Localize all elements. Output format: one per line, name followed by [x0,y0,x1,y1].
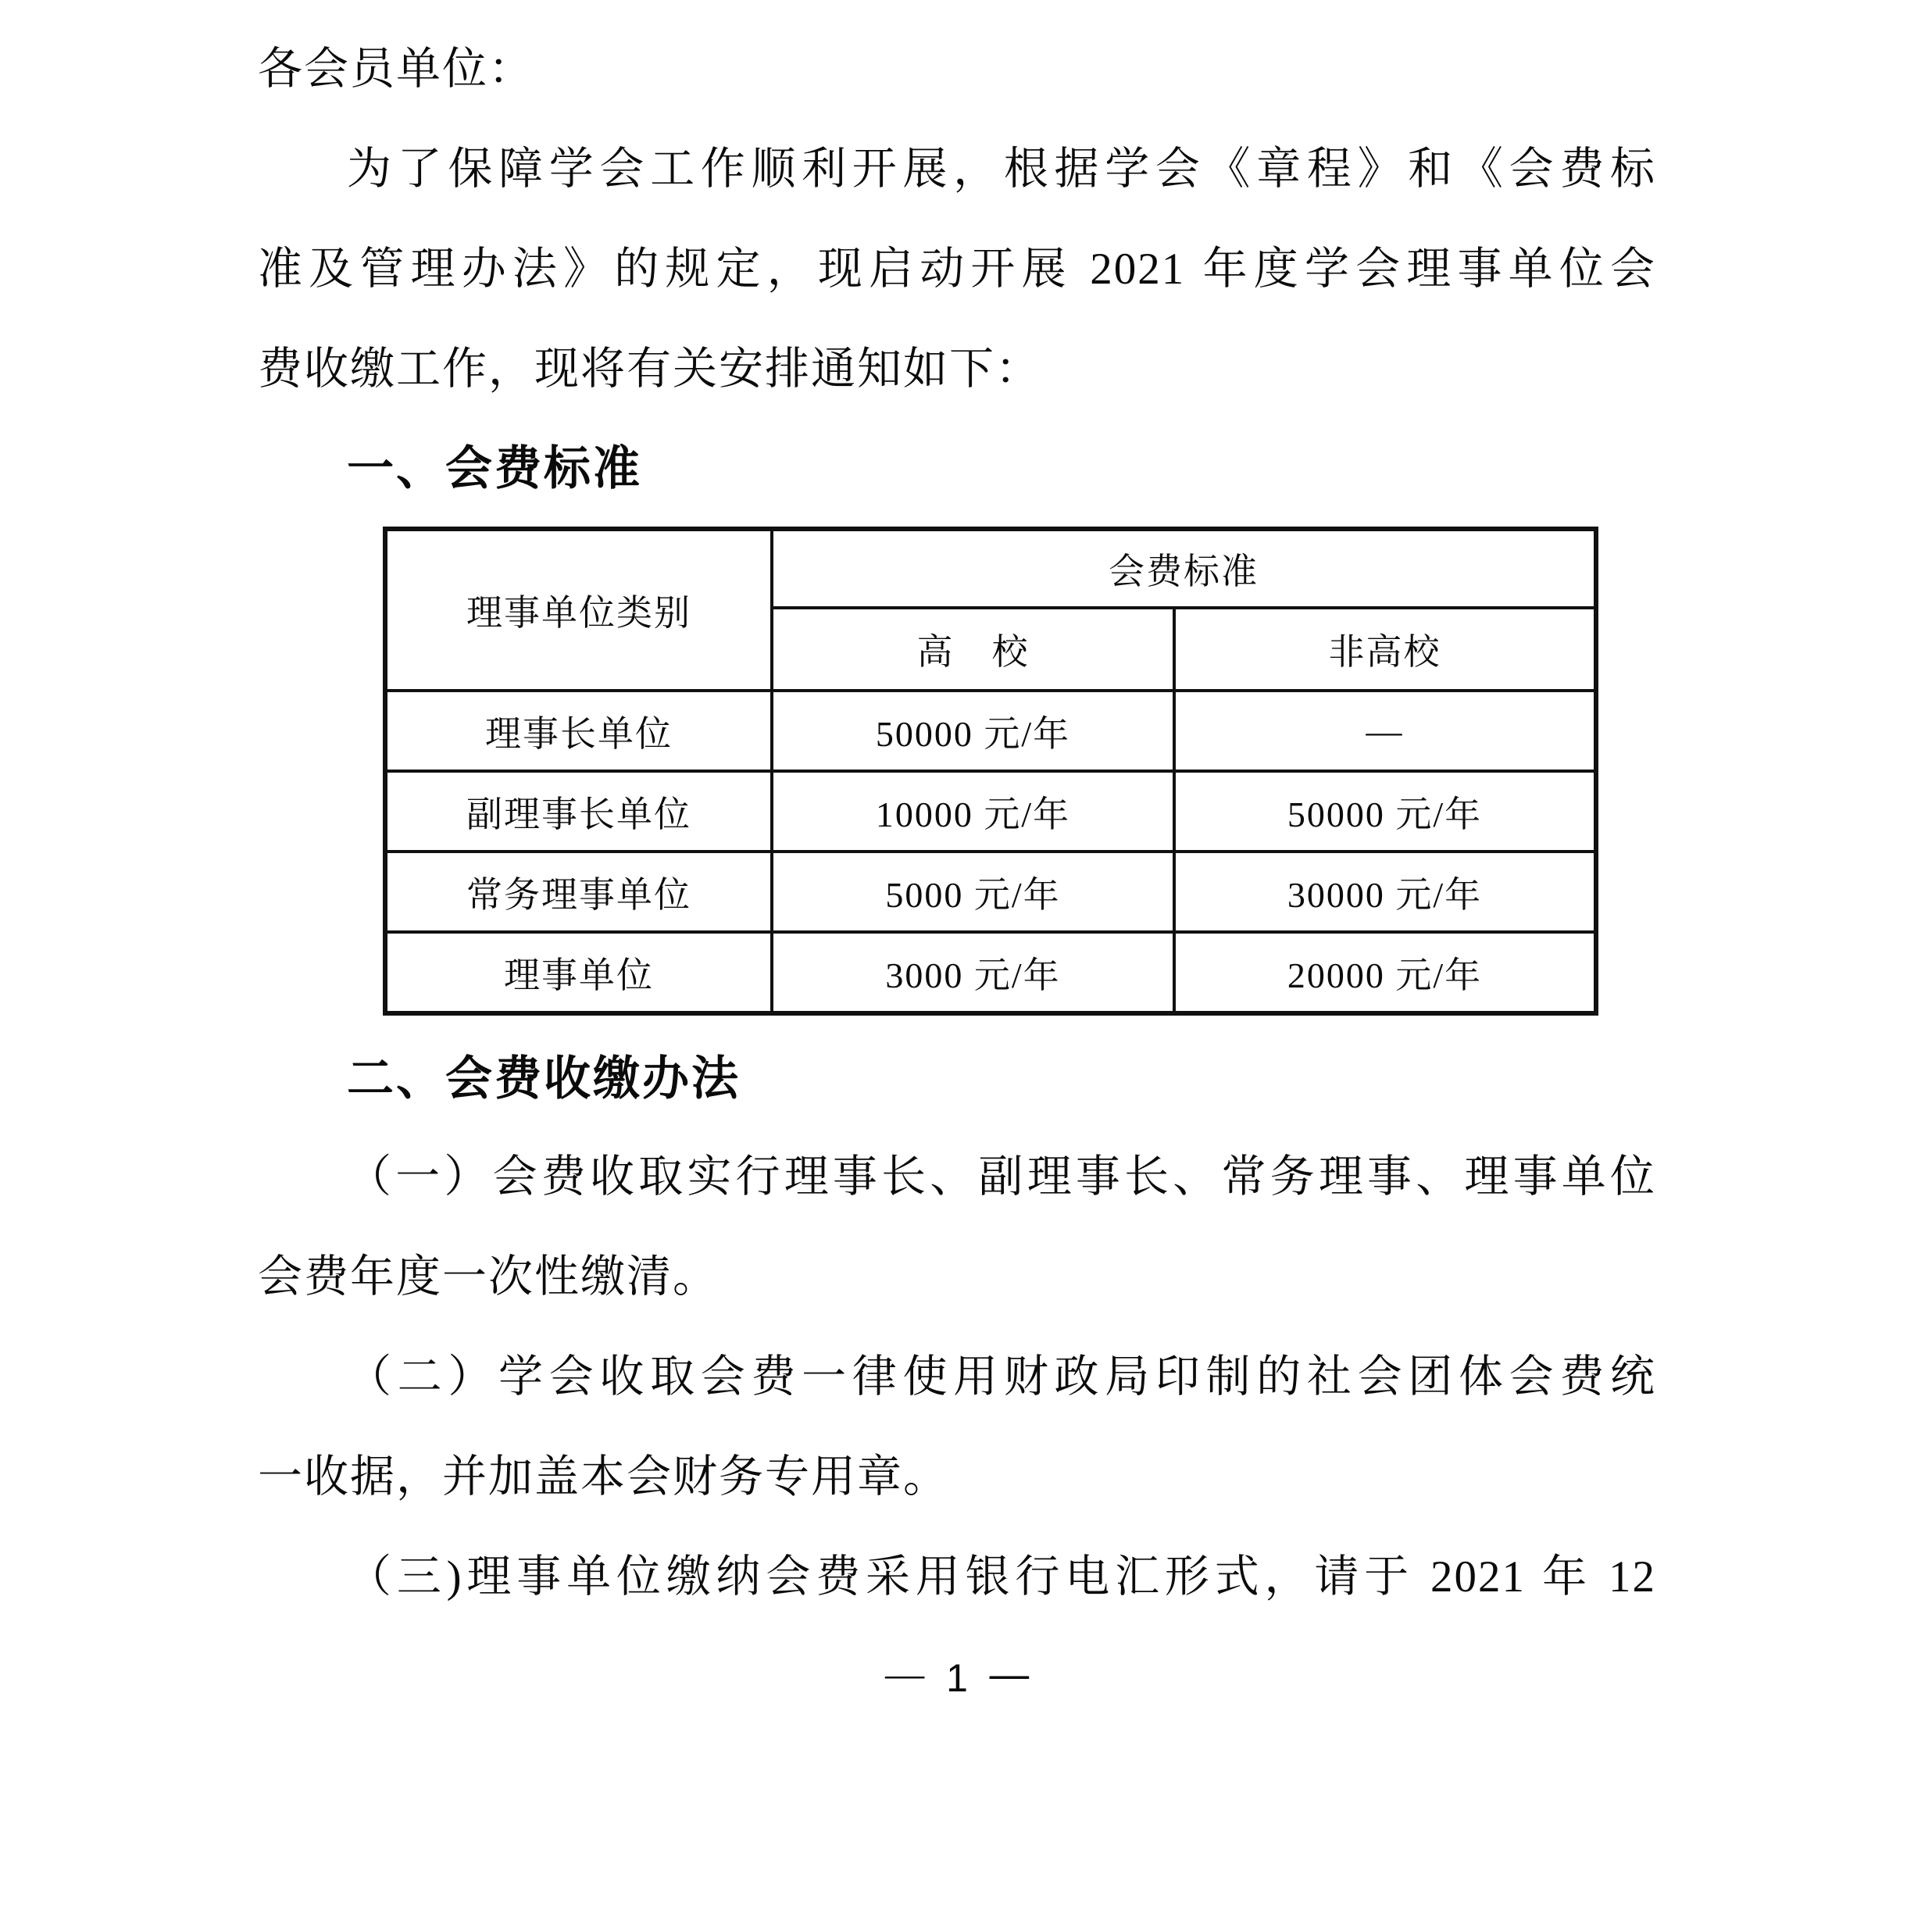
header-cell-category: 理事单位类别 [385,529,772,691]
page-footer [258,1652,1656,1704]
method-para2-line-2: 一收据，并加盖本会财务专用章。 [258,1452,949,1502]
section2-heading: 二、会费收缴办法 [347,1052,741,1105]
fee-standard-table [383,527,1598,1016]
cell-univ-fee: 10000 元/年 [772,771,1174,852]
method-para2-line-1: （二）学会收取会费一律使用财政局印制的社会团体会费统 [347,1352,1656,1402]
table-row [385,852,1596,932]
page-number: 1 [946,1656,968,1700]
cell-nonuniv-fee: — [1174,691,1596,771]
table-row [385,932,1596,1013]
cell-nonuniv-fee: 20000 元/年 [1174,932,1596,1013]
table-row [385,771,1596,852]
header-cell-standard: 会费标准 [772,529,1596,608]
table-row [385,691,1596,771]
footer-left-dash: — [885,1652,925,1695]
intro-line-3: 费收缴工作，现将有关安排通知如下： [258,345,1041,394]
cell-nonuniv-fee: 50000 元/年 [1174,771,1596,852]
salutation: 各会员单位： [258,45,534,94]
footer-right-dash: — [989,1652,1029,1695]
header-cell-university: 高 校 [772,608,1174,691]
method-para3-line-1: （三)理事单位缴纳会费采用银行电汇形式，请于 2021 年 12 [347,1552,1656,1602]
cell-category: 副理事长单位 [385,771,772,852]
cell-nonuniv-fee: 30000 元/年 [1174,852,1596,932]
cell-univ-fee: 3000 元/年 [772,932,1174,1013]
intro-line-1: 为了保障学会工作顺利开展，根据学会《章程》和《会费标 [347,145,1656,194]
method-para1-line-2: 会费年度一次性缴清。 [258,1252,719,1302]
cell-category: 常务理事单位 [385,852,772,932]
table-header-row-1 [385,529,1596,608]
intro-line-2: 准及管理办法》的规定，现启动开展 2021 年度学会理事单位会 [258,245,1656,294]
header-cell-non-university: 非高校 [1174,608,1596,691]
cell-univ-fee: 5000 元/年 [772,852,1174,932]
cell-univ-fee: 50000 元/年 [772,691,1174,771]
cell-category: 理事长单位 [385,691,772,771]
method-para1-line-1: （一）会费收取实行理事长、副理事长、常务理事、理事单位 [347,1152,1656,1202]
section1-heading: 一、会费标准 [347,442,642,495]
cell-category: 理事单位 [385,932,772,1013]
